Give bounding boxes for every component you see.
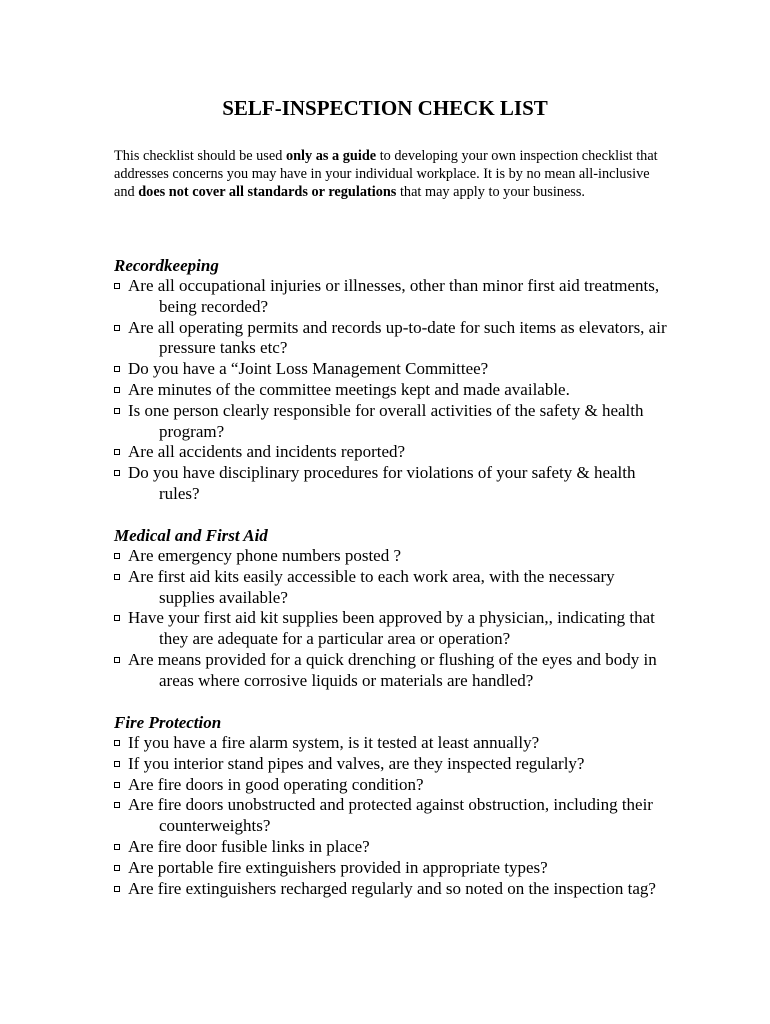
checklist-item xyxy=(114,463,674,505)
checkbox-square-icon xyxy=(114,782,120,788)
checklist-item-text: Are all accidents and incidents reported? xyxy=(128,442,406,462)
checklist-item xyxy=(114,775,674,796)
checklist-item-text: Have your first aid kit supplies been approved by a physician,, indicating that they are adequate for a particular area or operation? xyxy=(128,608,655,649)
checklist-item xyxy=(114,795,674,837)
checkbox-square-icon xyxy=(114,449,120,455)
checklist-item-text: Are fire doors in good operating condition? xyxy=(128,774,424,794)
checklist-item xyxy=(114,442,674,463)
checklist-item-text: Are means provided for a quick drenching or flushing of the eyes and body in areas where corrosive liquids or materials are handled? xyxy=(128,649,657,690)
intro-bold-guide: only as a guide xyxy=(285,148,377,164)
checklist-item xyxy=(114,754,674,775)
checklist-item xyxy=(114,546,674,567)
checkbox-square-icon xyxy=(114,657,120,663)
checkbox-square-icon xyxy=(114,886,120,892)
checkbox-square-icon xyxy=(114,574,120,580)
section-fire-protection xyxy=(114,712,674,899)
intro-text-3: that may apply to your business. xyxy=(396,184,585,201)
checkbox-square-icon xyxy=(114,844,120,850)
checklist-item-text: If you interior stand pipes and valves, are they inspected regularly? xyxy=(128,753,585,773)
checklist-item-text: If you have a fire alarm system, is it tested at least annually? xyxy=(128,733,540,752)
checkbox-square-icon xyxy=(114,470,120,476)
checklist xyxy=(114,546,674,692)
checklist-item-text: Are all operating permits and records up-to-date for such items as elevators, air pressure tanks etc? xyxy=(128,317,667,358)
checkbox-square-icon xyxy=(114,387,120,393)
checklist-item xyxy=(114,276,674,318)
checklist-item xyxy=(114,879,674,900)
checklist-item xyxy=(114,858,674,879)
intro-bold-standards: does not cover all standards or regulations xyxy=(138,184,397,201)
intro-paragraph xyxy=(114,147,659,202)
section-heading: Fire Protection xyxy=(114,713,222,732)
checklist-item xyxy=(114,359,674,380)
checklist-item-text: Is one person clearly responsible for overall activities of the safety & health program? xyxy=(128,400,644,441)
checkbox-square-icon xyxy=(114,366,120,372)
checklist-item-text: Are minutes of the committee meetings kept and made available. xyxy=(128,379,570,399)
document-title: SELF-INSPECTION CHECK LIST xyxy=(222,96,548,120)
checklist-item-text: Do you have disciplinary procedures for violations of your safety & health rules? xyxy=(128,463,636,503)
checklist-item xyxy=(114,401,674,443)
section-recordkeeping xyxy=(114,255,674,505)
checklist-item-text: Are fire doors unobstructed and protected against obstruction, including their counterweights? xyxy=(128,795,653,836)
checkbox-square-icon xyxy=(114,408,120,414)
checklist-item-text: Are first aid kits easily accessible to each work area, with the necessary supplies available? xyxy=(128,566,615,607)
checkbox-square-icon xyxy=(114,615,120,621)
checkbox-square-icon xyxy=(114,740,120,746)
checklist-item-text: Are portable fire extinguishers provided in appropriate types? xyxy=(128,857,548,877)
checkbox-square-icon xyxy=(114,283,120,289)
checkbox-square-icon xyxy=(114,802,120,808)
section-heading: Recordkeeping xyxy=(114,256,219,275)
checklist-item-text: Are fire extinguishers recharged regularly and so noted on the inspection tag? xyxy=(128,878,656,898)
checklist-item xyxy=(114,380,674,401)
checklist xyxy=(114,276,674,505)
intro-text-1: This checklist should be used xyxy=(114,148,286,164)
checklist-item xyxy=(114,567,674,609)
checklist-item xyxy=(114,837,674,858)
checklist-item-text: Are fire door fusible links in place? xyxy=(128,836,370,856)
checklist-item xyxy=(114,733,674,754)
checkbox-square-icon xyxy=(114,761,120,767)
intro-text-2: to developing your own inspection checklist that addresses concerns you may have in your individual workplace. It is by no mean all-inclusive and xyxy=(114,148,658,201)
checklist xyxy=(114,733,674,899)
section-medical-first-aid xyxy=(114,525,674,692)
checklist-item-text: Do you have a “Joint Loss Management Committee? xyxy=(128,359,489,379)
checklist-item xyxy=(114,650,674,692)
checklist-item xyxy=(114,608,674,650)
checklist-item-text: Are all occupational injuries or illnesses, other than minor first aid treatments, being recorded? xyxy=(128,276,660,316)
checkbox-square-icon xyxy=(114,553,120,559)
section-heading: Medical and First Aid xyxy=(114,526,268,545)
checklist-item-text: Are emergency phone numbers posted ? xyxy=(128,546,402,565)
checkbox-square-icon xyxy=(114,325,120,331)
checkbox-square-icon xyxy=(114,865,120,871)
checklist-item xyxy=(114,318,674,360)
